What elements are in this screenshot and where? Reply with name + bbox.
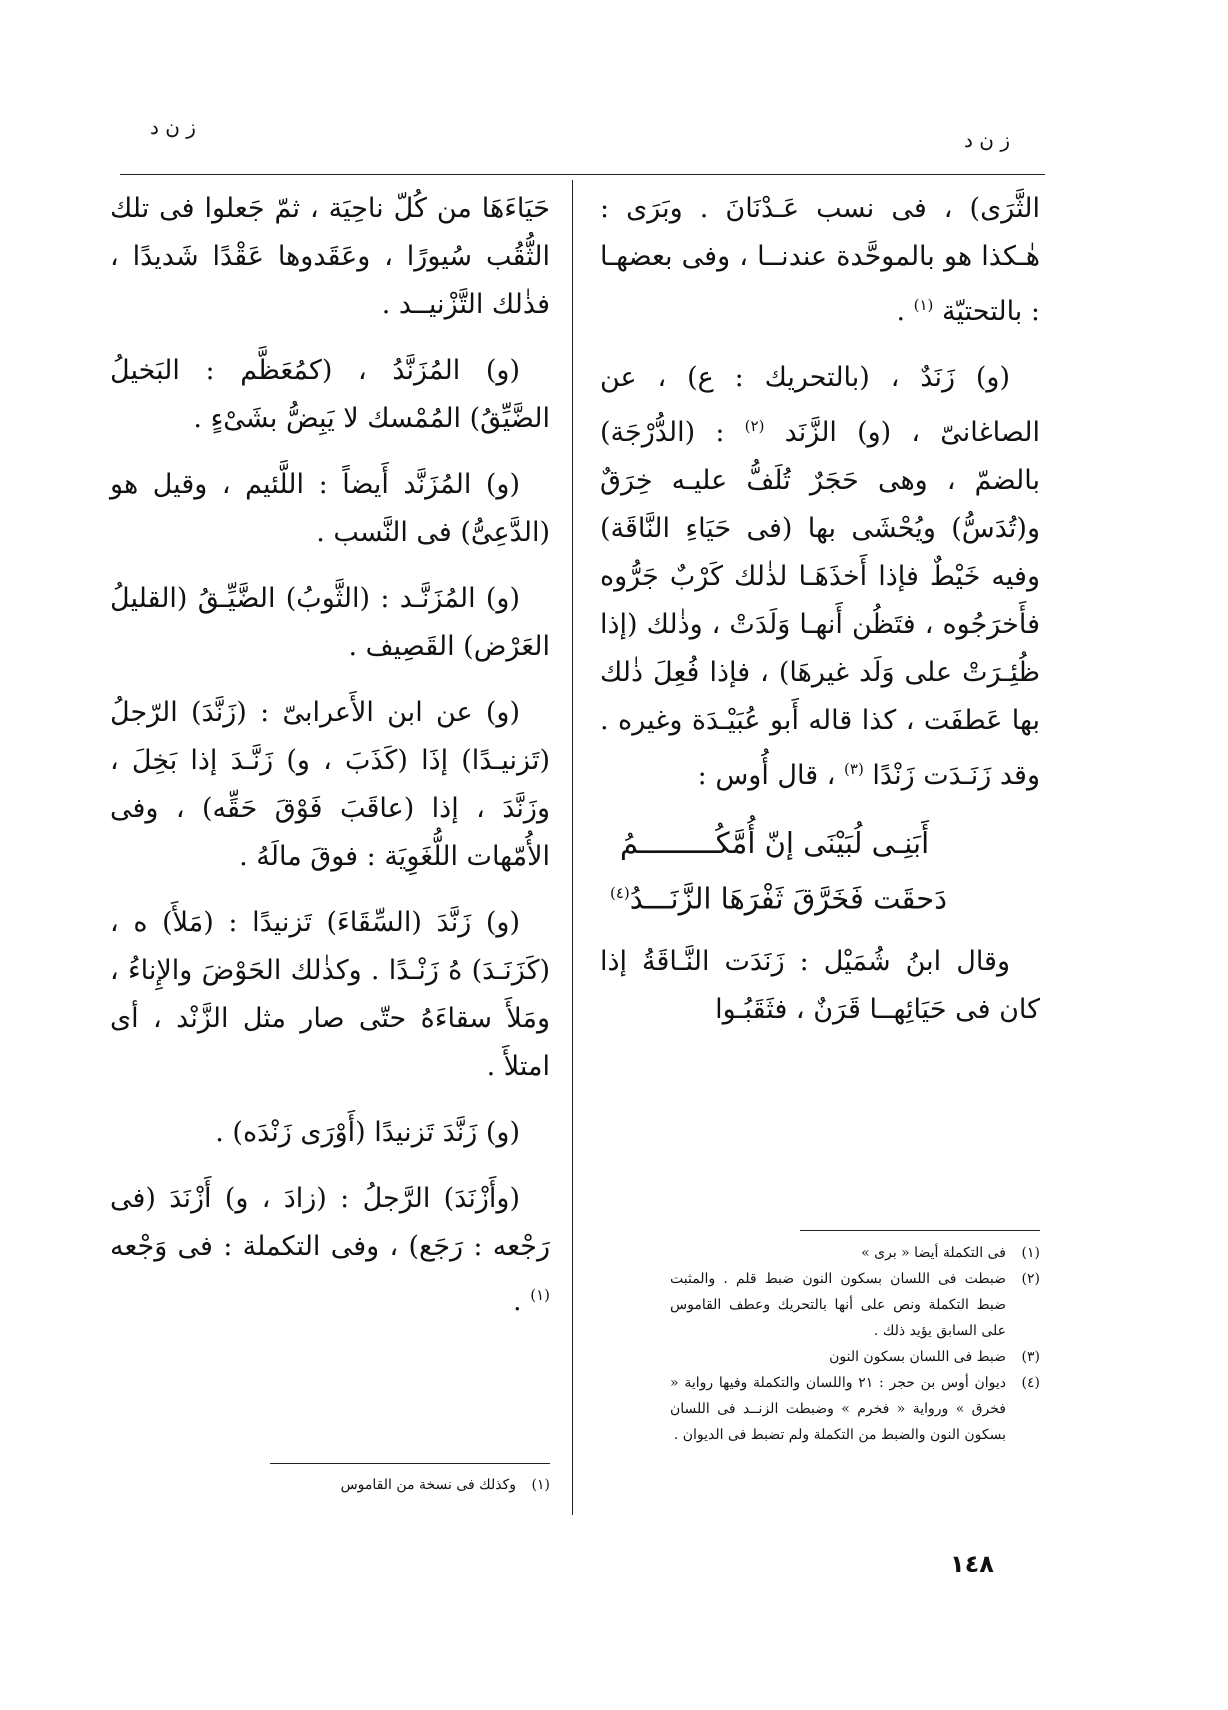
footnote-rule: [800, 1230, 1040, 1231]
footnote-text: وكذلك فى نسخة من القاموس: [340, 1477, 516, 1493]
footnote-number: (١): [1021, 1245, 1040, 1261]
paragraph: (و) المُزَنَّـد : (الثَّوبُ) الضَّيِّـقُ (القليلُ العَرْض) القَصِيف .: [110, 583, 550, 662]
footnote-ref: (١): [913, 296, 934, 314]
column-divider: [572, 180, 573, 1515]
footnotes-right: [670, 1240, 1040, 1448]
verse-line-2: [600, 868, 1040, 924]
footnote-ref: (٤): [610, 884, 630, 902]
paragraph: [600, 354, 1040, 800]
footnote-number: (٢): [1021, 1271, 1040, 1287]
footnote-number: (٣): [1021, 1349, 1040, 1365]
paragraph-text: ، قال أُوس :: [697, 760, 836, 791]
paragraph-text: : (الدُّرْجَة) بالضمّ ، وهى حَجَرٌ تُلَفُّ عليـه خِرَقٌ و(تُدَسُّ) ويُحْشَى بها (فى حَيَاءِ النَّاقَة) وفيه خَيْطٌ فإذا أَخذَهَـا لذٰلك كَرْبٌ جَرُّوه فأَخرَجُوه ، فتَظُن أَنهـا وَلَدَتْ ، وذٰلك (إذا ظُئِـرَتْ على وَلَد غيرهَا) ، فإذا فُعِلَ ذٰلك بها عَطفَت ، كذا قاله أَبو عُبَيْـدَة وغيره . وقد زَنَـدَت زَنْدًا: [600, 417, 1040, 791]
left-column: [110, 185, 550, 1344]
footnote: [670, 1240, 1040, 1266]
running-header-right: ز ن د: [964, 128, 1010, 152]
paragraph: الثَّرَى) ، فى نسب عَـدْنَانَ . وبَرَى : هٰـكذا هو بالموحَّدة عندنــا ، وفى بعضهـا : بالتحتيّة $^{(١)}$ .: [600, 193, 1040, 327]
footnote: [670, 1266, 1040, 1344]
footnote: [270, 1472, 550, 1498]
poem-verse: [600, 818, 1040, 924]
paragraph: (و) المُزَنَّد أَيضاً : اللَّئيم ، وقيل هو (الدَّعِىُّ) فى النَّسب .: [110, 469, 550, 548]
footnote-rule: [270, 1463, 550, 1464]
footnotes-left: [270, 1472, 550, 1498]
footnote-number: (٤): [1021, 1375, 1040, 1391]
paragraph: (و) زَنَّدَ تَزنيدًا (أَوْرَى زَنْدَه) .: [215, 1117, 520, 1148]
paragraph-text: (وأَزْنَدَ) الرَّجلُ : (زادَ ، و) أَزْنَدَ (فى رَجْعه : رَجَع) ، وفى التكملة : فى وَجْعه: [110, 1183, 550, 1262]
footnote-text: ضبطت فى اللسان بسكون النون ضبط قلم . والمثبت ضبط التكملة ونص على أنها بالتحريك وعطف القاموس على السابق يؤيد ذلك .: [670, 1271, 1006, 1339]
paragraph: حَيَاءَهَا من كُلّ ناحِيَة ، ثمّ جَعلوا فى تلك الثُّقُب سُيورًا ، وعَقَدوها عَقْدًا شَديدًا ، فذٰلك التَّزْنيــد .: [110, 193, 550, 320]
paragraph: (و) المُزَنَّدُ ، (كمُعَظَّم : البَخيلُ الضَّيِّقُ) المُمْسك لا يَبِضُّ بشَىْءٍ .: [110, 355, 550, 434]
footnote-text: فى التكملة أيضا « برى »: [861, 1245, 1006, 1261]
verse-line-1: أَبَنِـى لُبَيْنَى إنّ أُمَّكُـــــــــمُ: [620, 826, 930, 860]
header-rule: [120, 174, 1045, 175]
paragraph-text: الثَّرَى) ، فى نسب عَـدْنَانَ . وبَرَى : هٰـكذا هو بالموحَّدة عندنــا ، وفى بعضهـا : بالتحتيّة: [600, 193, 1040, 327]
paragraph: (و) عن ابن الأَعرابىّ : (زَنَّدَ) الرّجلُ (تَزنيـدًا) إذَا (كَذَبَ ، و) زَنَّـدَ إذا بَخِلَ ، وزَنَّدَ ، إذا (عاقَبَ فَوْقَ حَقِّه) ، وفى الأُمّهات اللُّغَوِيَة : فوقَ مالَهُ .: [110, 697, 550, 872]
footnote-number: (١): [531, 1477, 550, 1493]
footnote: [670, 1370, 1040, 1448]
footnote-text: ديوان أوس بن حجر : ٢١ واللسان والتكملة وفيها رواية « فخرق » ورواية « فخرم » وضبطت الزنــد فى اللسان بسكون النون والضبط من التكملة ولم تضبط فى الديوان .: [670, 1375, 1006, 1443]
footnote-ref: (٣): [844, 760, 864, 778]
verse-line-2-text: دَحقَت فَخَرَّقَ ثَفْرَهَا الزَّنَـــدُ: [629, 881, 948, 916]
paragraph: (وأَزْنَدَ) الرَّجلُ : (زادَ ، و) أَزْنَدَ (فى رَجْعه : رَجَع) ، وفى التكملة : فى وَجْعه $^{(١)}$ .: [110, 1183, 550, 1317]
page-number: ١٤٨: [950, 1550, 994, 1578]
footnote-ref: (٢): [744, 417, 765, 435]
footnote-ref: (١): [530, 1286, 550, 1304]
paragraph: وقال ابنُ شُمَيْل : زَنَدَت النَّـاقَةُ إذا كان فى حَيَائِهــا قَرَنٌ ، فثَقَبُـوا: [600, 945, 1040, 1025]
footnote: [670, 1344, 1040, 1370]
running-header-left: ز ن د: [150, 115, 196, 139]
paragraph-text: (و) زَنَدٌ ، (بالتحريك : ع) ، عن الصاغانىّ ، (و) الزَّنَد: [600, 362, 1040, 448]
right-column: [600, 185, 1040, 1052]
paragraph: (و) زَنَّدَ (السِّقَاءَ) تَزنيدًا : (مَلأَ) ه ، (كَزَنَـدَ) هُ زَنْـدًا . وكذٰلك الحَوْضَ والإِناءُ ، ومَلأَ سقاءَهُ حتّى صار مثل الزَّنْد ، أى امتلأَ .: [110, 907, 550, 1082]
footnote-text: ضبط فى اللسان بسكون النون: [829, 1349, 1006, 1365]
